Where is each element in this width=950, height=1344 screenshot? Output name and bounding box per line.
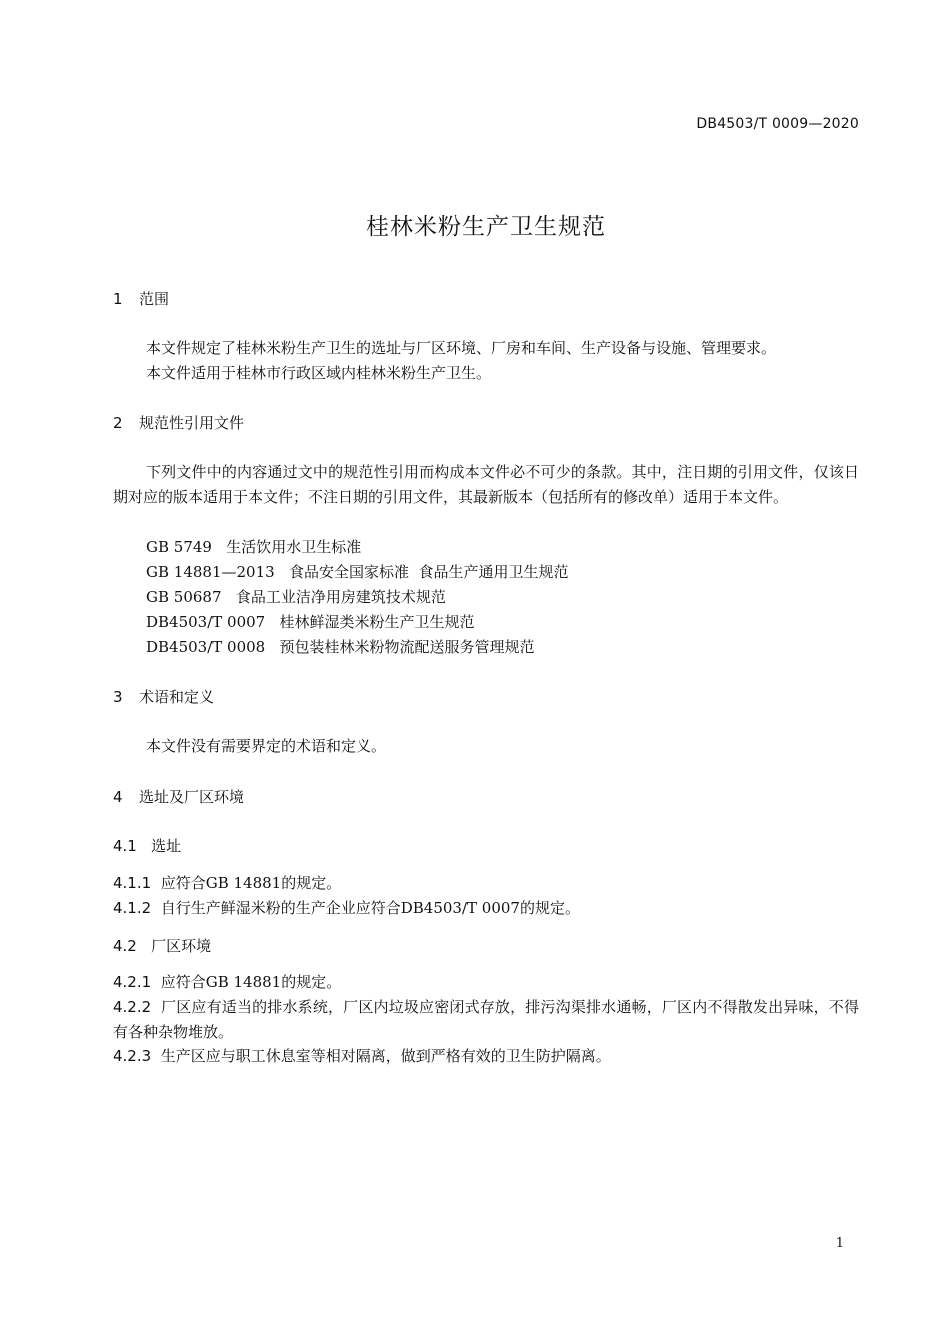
- section-heading-1: [113, 288, 169, 309]
- clause-text: 自行生产鲜湿米粉的生产企业应符合DB4503/T 0007的规定。: [160, 899, 580, 917]
- reference-item: [146, 585, 446, 610]
- clause: [113, 871, 341, 896]
- subsection-title: 厂区环境: [151, 937, 212, 955]
- reference-item: [146, 560, 569, 585]
- clause-number: 4.2.2: [113, 998, 152, 1016]
- clause-number: 4.2.3: [113, 1047, 152, 1065]
- reference-name: 预包装桂林米粉物流配送服务管理规范: [279, 638, 535, 656]
- clause-text: 应符合GB 14881的规定。: [160, 973, 342, 991]
- reference-code: GB 50687: [146, 588, 222, 606]
- reference-code: DB4503/T 0007: [146, 613, 266, 631]
- clause: [113, 896, 580, 921]
- section-number: 1: [113, 290, 123, 308]
- reference-code: GB 14881—2013: [146, 563, 275, 581]
- subsection-heading-4-1: [113, 835, 181, 856]
- reference-name: 食品工业洁净用房建筑技术规范: [235, 588, 446, 606]
- section-number: 3: [113, 688, 123, 706]
- paragraph: 本文件适用于桂林市行政区域内桂林米粉生产卫生。: [146, 364, 492, 382]
- reference-item: [146, 635, 535, 660]
- section-title: 选址及厂区环境: [139, 788, 245, 806]
- subsection-number: 4.1: [113, 837, 137, 855]
- section-title: 范围: [139, 290, 170, 308]
- section-heading-3: [113, 686, 214, 707]
- paragraph: 下列文件中的内容通过文中的规范性引用而构成本文件必不可少的条款。其中，注日期的引用文件，仅该日期对应的版本适用于本文件；不注日期的引用文件，其最新版本（包括所有的修改单）适用于本文件。: [113, 463, 859, 506]
- paragraph: 本文件规定了桂林米粉生产卫生的选址与厂区环境、厂房和车间、生产设备与设施、管理要求。: [146, 339, 777, 357]
- document-title: 桂林米粉生产卫生规范: [366, 214, 606, 240]
- clause: [113, 995, 859, 1044]
- subsection-heading-4-2: [113, 935, 211, 956]
- clause-text: 生产区应与职工休息室等相对隔离，做到严格有效的卫生防护隔离。: [160, 1047, 611, 1065]
- reference-item: [146, 535, 361, 560]
- section-heading-2: [113, 412, 244, 433]
- clause-number: 4.2.1: [113, 973, 152, 991]
- clause-number: 4.1.1: [113, 874, 152, 892]
- section-number: 2: [113, 414, 123, 432]
- document-number: DB4503/T 0009—2020: [696, 116, 859, 132]
- section-heading-4: [113, 786, 244, 807]
- clause-text: 厂区应有适当的排水系统，厂区内垃圾应密闭式存放，排污沟渠排水通畅，厂区内不得散发出异味，不得有各种杂物堆放。: [113, 998, 859, 1041]
- reference-name: 生活饮用水卫生标准: [226, 538, 362, 556]
- paragraph: 本文件没有需要界定的术语和定义。: [146, 737, 387, 755]
- reference-code: DB4503/T 0008: [146, 638, 266, 656]
- clause-number: 4.1.2: [113, 899, 152, 917]
- subsection-number: 4.2: [113, 937, 137, 955]
- section-number: 4: [113, 788, 123, 806]
- clause: [113, 1044, 611, 1069]
- reference-code: GB 5749: [146, 538, 212, 556]
- reference-name: 桂林鲜湿类米粉生产卫生规范: [279, 613, 475, 631]
- section-title: 规范性引用文件: [139, 414, 245, 432]
- clause: [113, 970, 341, 995]
- reference-name: 食品安全国家标准 食品生产通用卫生规范: [288, 563, 569, 581]
- clause-text: 应符合GB 14881的规定。: [160, 874, 342, 892]
- page-number: 1: [835, 1236, 844, 1251]
- subsection-title: 选址: [151, 837, 182, 855]
- reference-item: [146, 610, 475, 635]
- section-title: 术语和定义: [139, 688, 215, 706]
